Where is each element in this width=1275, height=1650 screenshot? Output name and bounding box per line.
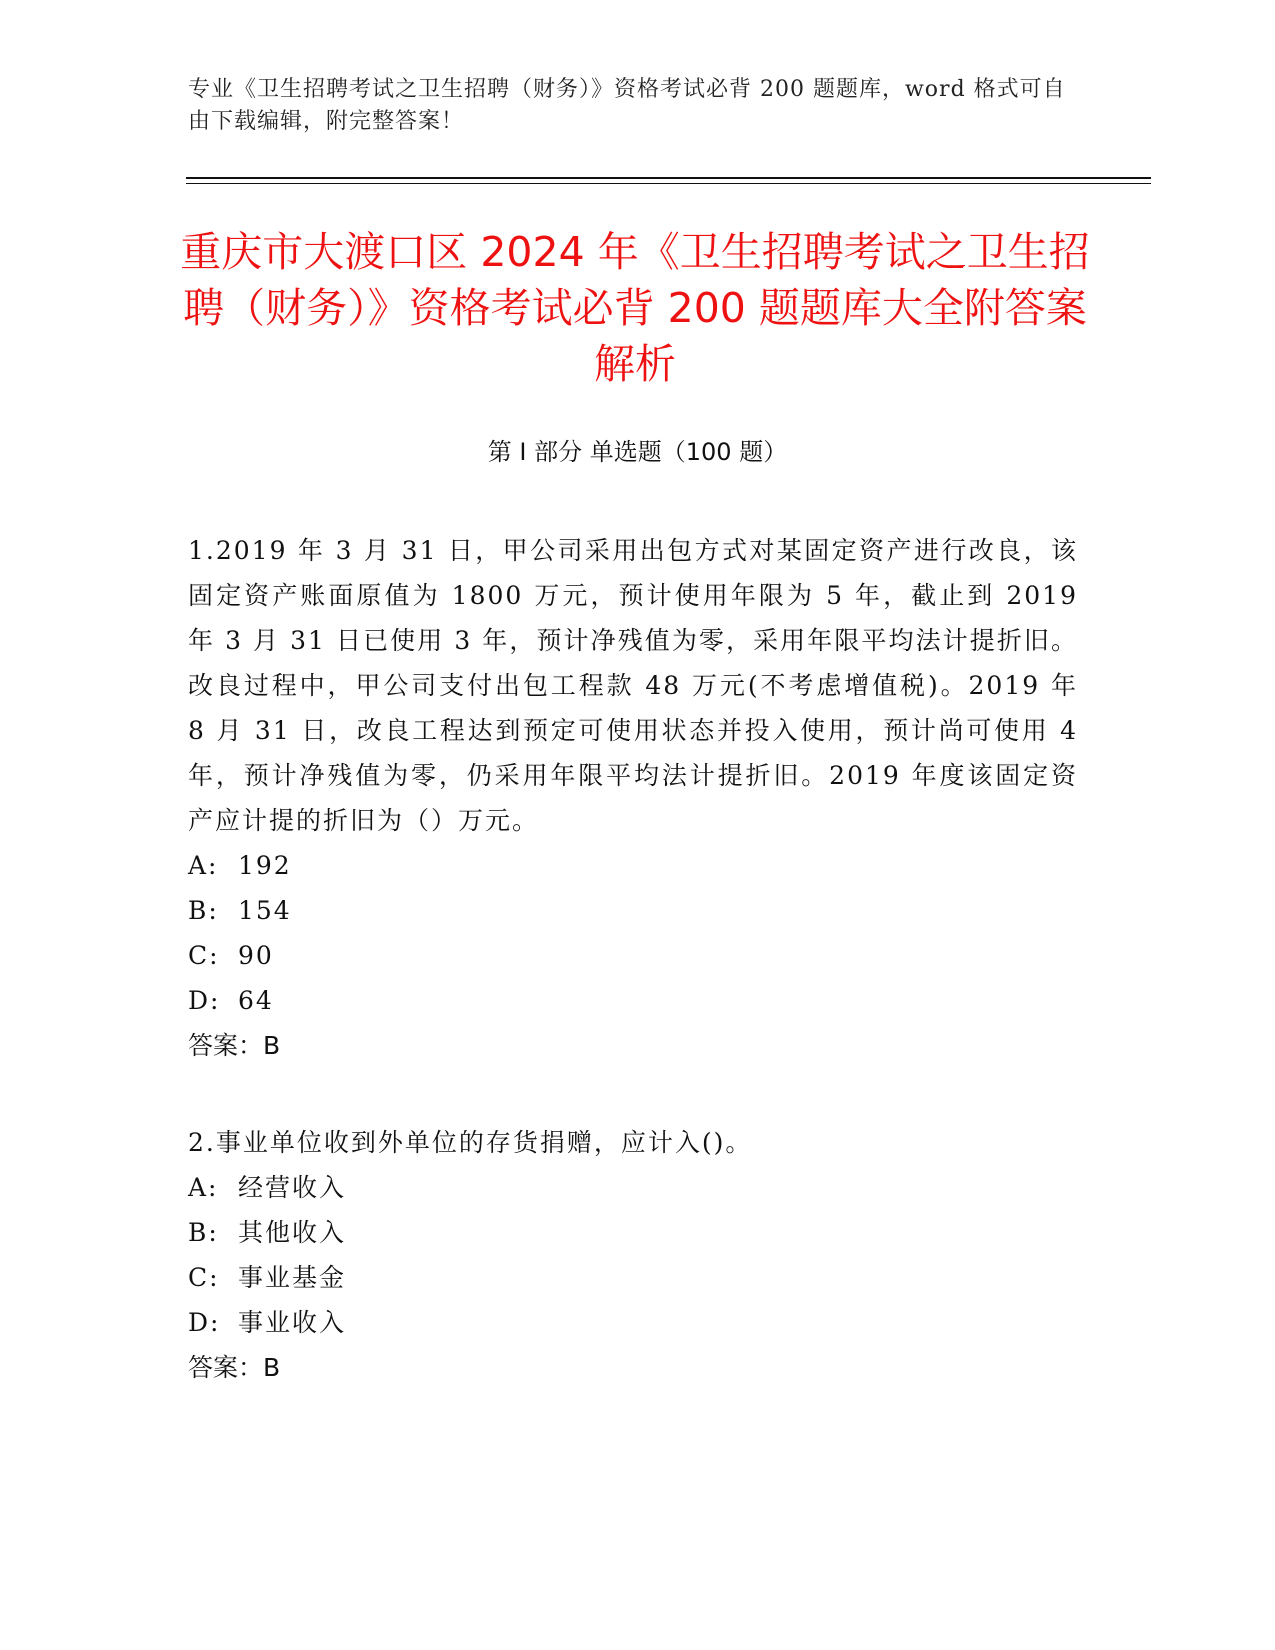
- document-title: 重庆市大渡口区 2024 年《卫生招聘考试之卫生招聘（财务）》资格考试必背 200 题题库大全附答案解析: [180, 228, 1090, 388]
- option-d: [188, 1300, 1078, 1345]
- option-text: 其他收入: [238, 1218, 347, 1247]
- option-letter: D:: [188, 986, 221, 1015]
- option-text: 64: [238, 986, 274, 1015]
- option-letter: C:: [188, 941, 220, 970]
- option-text: 事业收入: [238, 1308, 347, 1337]
- option-text: 90: [238, 941, 274, 970]
- option-text: 经营收入: [238, 1173, 347, 1202]
- question-stem: 1.2019 年 3 月 31 日，甲公司采用出包方式对某固定资产进行改良，该固定资产账面原值为 1800 万元，预计使用年限为 5 年，截止到 2019 年 3 月 31 日已使用 3 年，预计净残值为零，采用年限平均法计提折旧。改良过程中，甲公司支付出包工程款 48 万元(不考虑增值税)。2019 年 8 月 31 日，改良工程达到预定可使用状态并投入使用，预计尚可使用 4 年，预计净残值为零，仍采用年限平均法计提折旧。2019 年度该固定资产应计提的折旧为（）万元。: [188, 536, 1078, 835]
- header-note: 专业《卫生招聘考试之卫生招聘（财务）》资格考试必背 200 题题库，word 格式可自由下载编辑，附完整答案！: [188, 77, 1066, 134]
- option-letter: C:: [188, 1263, 220, 1292]
- option-letter: A:: [188, 851, 219, 880]
- question-2: [188, 1120, 1078, 1390]
- answer: 答案：B: [188, 1031, 281, 1060]
- option-letter: B:: [188, 1218, 219, 1247]
- option-letter: D:: [188, 1308, 221, 1337]
- header-divider-thin: [186, 183, 1151, 184]
- section-heading: 第 I 部分 单选题（100 题）: [487, 438, 788, 466]
- header-divider-thick: [186, 177, 1151, 179]
- option-b: [188, 888, 1078, 933]
- option-d: [188, 978, 1078, 1023]
- option-text: 事业基金: [238, 1263, 347, 1292]
- option-b: [188, 1210, 1078, 1255]
- question-stem: 2.事业单位收到外单位的存货捐赠，应计入()。: [188, 1128, 753, 1157]
- option-c: [188, 1255, 1078, 1300]
- option-letter: A:: [188, 1173, 219, 1202]
- option-c: [188, 933, 1078, 978]
- option-a: [188, 843, 1078, 888]
- option-text: 154: [238, 896, 292, 925]
- question-1: [188, 528, 1078, 1068]
- option-a: [188, 1165, 1078, 1210]
- option-text: 192: [238, 851, 292, 880]
- option-letter: B:: [188, 896, 219, 925]
- answer: 答案：B: [188, 1353, 281, 1382]
